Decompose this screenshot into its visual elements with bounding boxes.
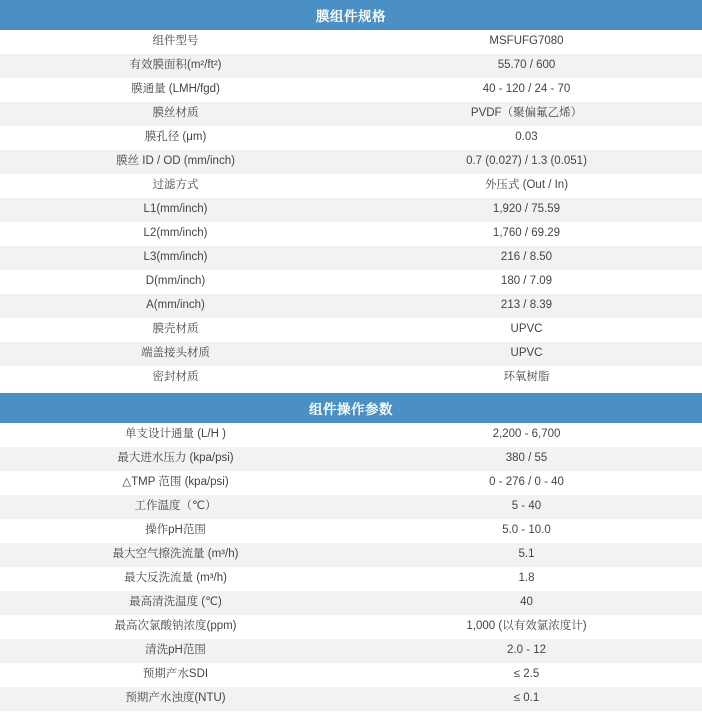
spec-value: 2.0 - 12: [351, 639, 702, 663]
spec-value: 55.70 / 600: [351, 54, 702, 78]
spec-row: [0, 174, 702, 198]
spec-row: [0, 318, 702, 342]
spec-value: 0.7 (0.027) / 1.3 (0.051): [351, 150, 702, 174]
spec-value: 1,000 (以有效氯浓度计): [351, 615, 702, 639]
spec-label: 预期产水浊度(NTU): [0, 687, 351, 711]
spec-value: PVDF（聚偏氟乙烯）: [351, 102, 702, 126]
spec-row: [0, 294, 702, 318]
section-title: 膜组件规格: [0, 0, 702, 30]
spec-label: 膜通量 (LMH/fgd): [0, 78, 351, 102]
spec-label: 单支设计通量 (L/H ): [0, 423, 351, 447]
spec-row: [0, 126, 702, 150]
spec-row: [0, 639, 702, 663]
spec-label: 有效膜面积(m²/ft²): [0, 54, 351, 78]
spec-label: 过滤方式: [0, 174, 351, 198]
spec-value: 5.1: [351, 543, 702, 567]
spec-value: UPVC: [351, 318, 702, 342]
spec-row: [0, 567, 702, 591]
spec-label: D(mm/inch): [0, 270, 351, 294]
spec-label: 最大空气擦洗流量 (m³/h): [0, 543, 351, 567]
spec-row: [0, 543, 702, 567]
spec-row: [0, 519, 702, 543]
spec-row: [0, 342, 702, 366]
spec-label: L2(mm/inch): [0, 222, 351, 246]
spec-label: 操作pH范围: [0, 519, 351, 543]
spec-value: ≤ 2.5: [351, 663, 702, 687]
spec-label: 端盖接头材质: [0, 342, 351, 366]
spec-row: [0, 270, 702, 294]
spec-value: 213 / 8.39: [351, 294, 702, 318]
spec-label: 工作温度（℃）: [0, 495, 351, 519]
spec-row: [0, 246, 702, 270]
spec-value: 外压式 (Out / In): [351, 174, 702, 198]
spec-value: 380 / 55: [351, 447, 702, 471]
spec-row: [0, 615, 702, 639]
spec-label: 组件型号: [0, 30, 351, 54]
spec-label: 密封材质: [0, 366, 351, 390]
section-title: 组件操作参数: [0, 393, 702, 423]
spec-value: 216 / 8.50: [351, 246, 702, 270]
spec-value: 1,760 / 69.29: [351, 222, 702, 246]
spec-value: 1,920 / 75.59: [351, 198, 702, 222]
spec-value: 5 - 40: [351, 495, 702, 519]
spec-row: [0, 471, 702, 495]
spec-row: [0, 447, 702, 471]
spec-label: 膜丝 ID / OD (mm/inch): [0, 150, 351, 174]
spec-value: 0 - 276 / 0 - 40: [351, 471, 702, 495]
spec-row: [0, 366, 702, 390]
spec-row: [0, 198, 702, 222]
spec-value: ≤ 0.1: [351, 687, 702, 711]
spec-row: [0, 663, 702, 687]
spec-value: 1.8: [351, 567, 702, 591]
spec-value: 5.0 - 10.0: [351, 519, 702, 543]
spec-value: 40 - 120 / 24 - 70: [351, 78, 702, 102]
section-header-row: [0, 0, 702, 30]
spec-row: [0, 102, 702, 126]
spec-label: 清洗pH范围: [0, 639, 351, 663]
spec-label: 最大进水压力 (kpa/psi): [0, 447, 351, 471]
spec-label: 膜孔径 (μm): [0, 126, 351, 150]
spec-label: 膜丝材质: [0, 102, 351, 126]
spec-row: [0, 78, 702, 102]
section-header-row: [0, 393, 702, 423]
spec-value: UPVC: [351, 342, 702, 366]
spec-row: [0, 423, 702, 447]
spec-label: L3(mm/inch): [0, 246, 351, 270]
spec-row: [0, 150, 702, 174]
spec-value: 180 / 7.09: [351, 270, 702, 294]
spec-row: [0, 687, 702, 711]
spec-value: 环氧树脂: [351, 366, 702, 390]
spec-row: [0, 30, 702, 54]
spec-value: 0.03: [351, 126, 702, 150]
spec-label: 最高次氯酸钠浓度(ppm): [0, 615, 351, 639]
spec-value: MSFUFG7080: [351, 30, 702, 54]
spec-label: 预期产水SDI: [0, 663, 351, 687]
spec-label: △TMP 范围 (kpa/psi): [0, 471, 351, 495]
spec-label: 膜壳材质: [0, 318, 351, 342]
spec-row: [0, 591, 702, 615]
spec-row: [0, 495, 702, 519]
spec-label: L1(mm/inch): [0, 198, 351, 222]
spec-row: [0, 54, 702, 78]
spec-label: 最大反洗流量 (m³/h): [0, 567, 351, 591]
spec-label: 最高清洗温度 (℃): [0, 591, 351, 615]
spec-label: A(mm/inch): [0, 294, 351, 318]
spec-row: [0, 222, 702, 246]
spec-value: 2,200 - 6,700: [351, 423, 702, 447]
spec-value: 40: [351, 591, 702, 615]
